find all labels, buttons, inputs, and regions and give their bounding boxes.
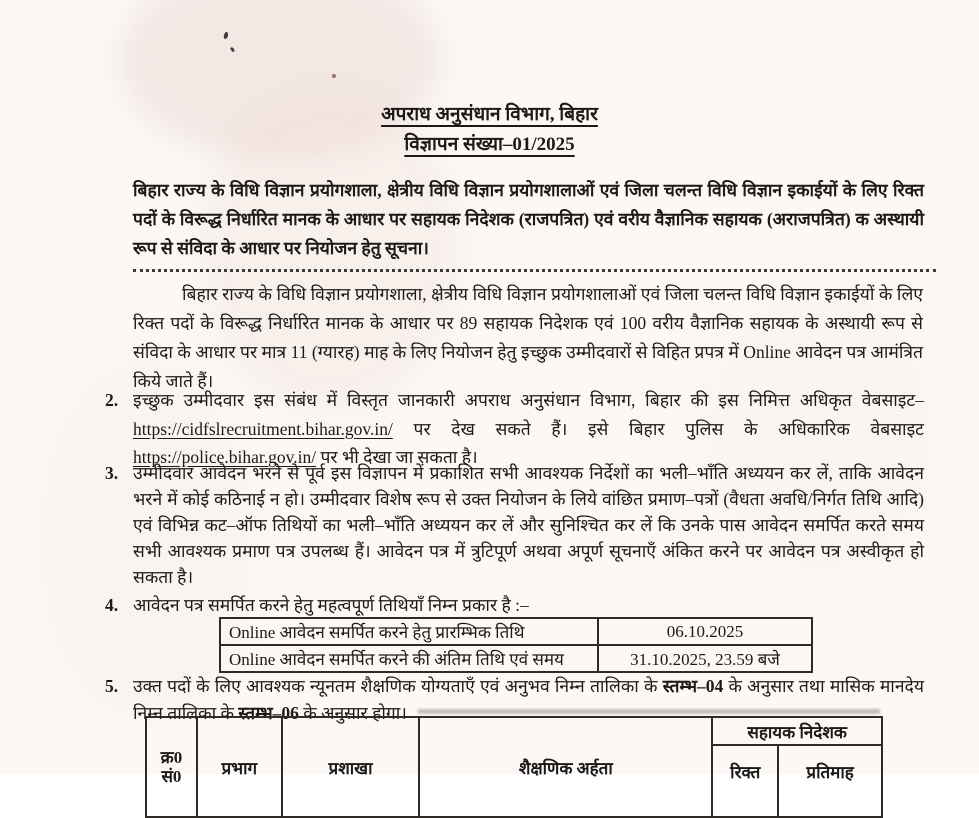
qualification-table xyxy=(145,716,883,818)
police-website-url: https://police.bihar.gov.in/ xyxy=(133,447,317,467)
item-number: 4. xyxy=(105,595,119,615)
notice-subject-paragraph: बिहार राज्य के विधि विज्ञान प्रयोगशाला, क्षेत्रीय विधि विज्ञान प्रयोगशालाओं एवं जिला चलन्त विधि विज्ञान इकाईयों के लिए रिक्त पदों के विरूद्ध निर्धारित मानक के आधार पर सहायक निदेशक (राजपत्रित) एवं वरीय वैज्ञानिक सहायक (अराजपत्रित) क अस्थायी रूप से संविदा के आधार पर नियोजन हेतु सूचना। xyxy=(133,180,924,258)
item-number: 5. xyxy=(105,676,119,696)
item2-text-mid: पर देख सकते हैं। इसे बिहार पुलिस के अधिकारिक वेबसाइट xyxy=(392,418,924,439)
end-date-value: 31.10.2025, 23.59 बजे xyxy=(598,645,812,672)
division-header: प्रभाग xyxy=(197,717,282,817)
item-text: उम्मीदवार आवेदन भरने से पूर्व इस विज्ञापन में प्रकाशित सभी आवश्यक निर्देशों का भली–भाँति अध्ययन कर लें, ताकि आवेदन भरने में कोई कठिनाई न हो। उम्मीदवार विशेष रूप से उक्त नियोजन के लिये वांछित प्रमाण–पत्रों (वैधता अवधि/निर्गत तिथि आदि) एवं विभिन्न कट–ऑफ तिथियों का भली–भाँति अध्ययन कर लें और सुनिश्चित कर लें कि उनके पास आवेदन समर्पित करते समय सभी आवश्यक प्रमाण पत्र उपलब्ध हैं। आवेदन पत्र में त्रुटिपूर्ण अथवा अपूर्ण सूचनाएँ अंकित करने पर आवेदन पत्र अस्वीकृत हो सकता है। xyxy=(133,463,924,587)
assistant-director-group-header: सहायक निदेशक xyxy=(712,717,882,745)
department-title: अपराध अनुसंधान विभाग, बिहार xyxy=(381,104,598,125)
vacant-header: रिक्त xyxy=(712,745,778,817)
table-row xyxy=(220,618,812,645)
item-text: आवेदन पत्र समर्पित करने हेतु महत्वपूर्ण तिथियाँ निम्न प्रकार है :– xyxy=(133,595,529,615)
list-item-2 xyxy=(105,386,924,472)
item-text xyxy=(133,386,924,472)
important-dates-table xyxy=(219,617,813,673)
recruitment-website-url: https://cidfslrecruitment.bihar.gov.in/ xyxy=(133,418,393,439)
column-06-ref: स्तम्भ–06 xyxy=(238,703,299,723)
table-header-row xyxy=(146,717,882,745)
advertisement-number: विज्ञापन संख्या–01/2025 xyxy=(404,134,575,155)
scan-speck xyxy=(230,47,235,53)
dotted-separator xyxy=(133,266,936,272)
start-date-value: 06.10.2025 xyxy=(598,618,812,645)
item-number: 2. xyxy=(105,390,119,410)
serial-number-line2: सं0 xyxy=(161,767,182,786)
scan-speck xyxy=(223,32,229,40)
item2-text-post: पर भी देखा जा सकता है। xyxy=(316,447,478,467)
branch-header: प्रशाखा xyxy=(282,717,420,817)
qualification-header: शैक्षणिक अर्हता xyxy=(419,717,712,817)
list-item-3 xyxy=(105,460,924,590)
column-04-ref: स्तम्भ–04 xyxy=(662,676,724,696)
serial-number-header xyxy=(146,717,197,817)
per-month-header: प्रतिमाह xyxy=(778,745,882,817)
list-item-4 xyxy=(105,592,924,619)
end-date-label: Online आवेदन समर्पित करने की अंतिम तिथि एवं समय xyxy=(220,645,598,672)
item2-text-pre: इच्छुक उम्मीदवार इस संबंध में विस्तृत जानकारी अपराध अनुसंधान विभाग, बिहार की इस निमित्त अधिकृत वेबसाइट– xyxy=(133,390,924,410)
paragraph-1: बिहार राज्य के विधि विज्ञान प्रयोगशाला, क्षेत्रीय विधि विज्ञान प्रयोगशालाओं एवं जिला चलन्त विधि विज्ञान इकाईयों के लिए रिक्त पदों के विरूद्ध निर्धारित मानक के आधार पर 89 सहायक निदेशक एवं 100 वरीय वैज्ञानिक सहायक के अस्थायी रूप से संविदा के आधार पर मात्र 11 (ग्यारह) माह के लिए नियोजन हेतु इच्छुक उम्मीदवारों से विहित प्रपत्र में Online आवेदन पत्र आमंत्रित किये जाते हैं। xyxy=(133,284,923,391)
item5-text-mid: के अनुसार तथा मासिक मानदेय निम्न तालिका के xyxy=(133,676,924,723)
item5-text-pre: उक्त पदों के लिए आवश्यक न्यूनतम शैक्षणिक योग्यताएँ एवं अनुभव निम्न तालिका के xyxy=(133,676,663,696)
item-number: 3. xyxy=(105,463,119,483)
serial-number-line1: क्र0 xyxy=(160,748,183,767)
table-row xyxy=(220,645,812,672)
scan-speck xyxy=(332,74,336,78)
start-date-label: Online आवेदन समर्पित करने हेतु प्रारम्भिक तिथि xyxy=(220,618,598,645)
item5-text-post: के अनुसार होगा। xyxy=(298,703,407,723)
